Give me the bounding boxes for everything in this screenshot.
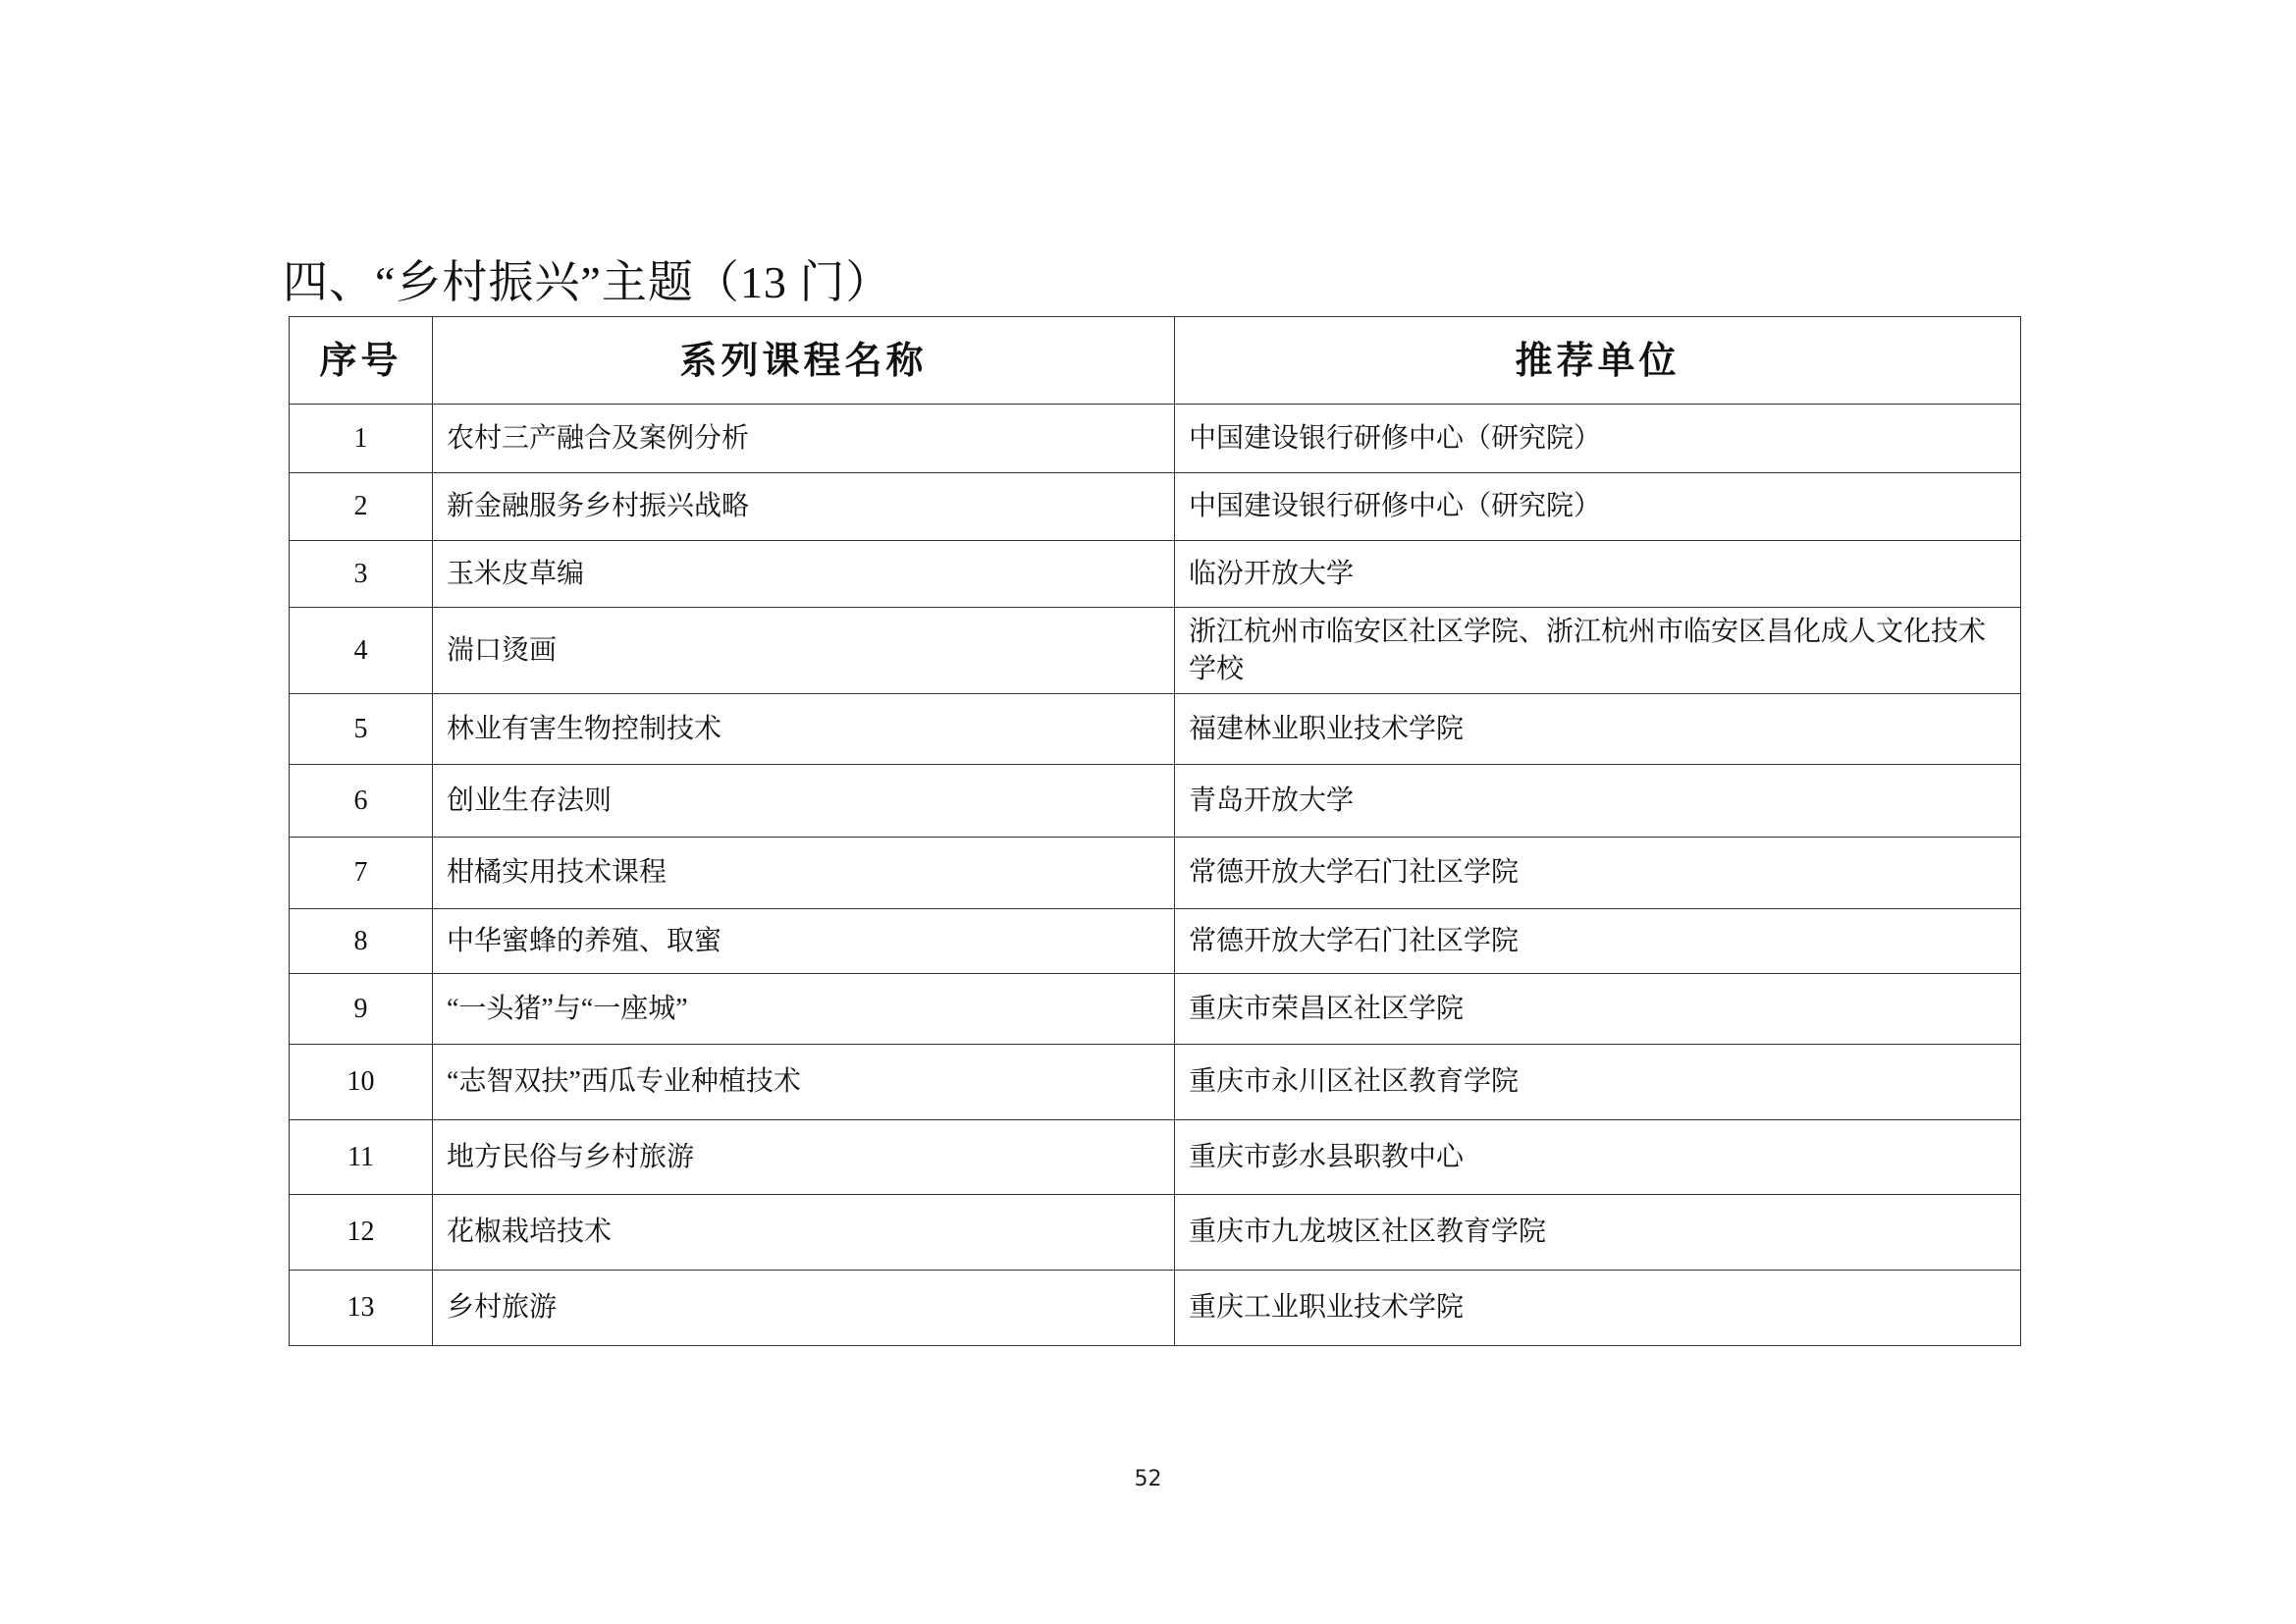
row-index: 3 [290,541,433,608]
page-number: 52 [1134,1467,1162,1491]
recommending-unit: 福建林业职业技术学院 [1175,694,2021,765]
header-recommending-unit: 推荐单位 [1175,317,2021,405]
recommending-unit: 常德开放大学石门社区学院 [1175,838,2021,909]
course-name: 玉米皮草编 [433,541,1175,608]
row-index: 4 [290,608,433,694]
recommending-unit: 中国建设银行研修中心（研究院） [1175,405,2021,473]
table-row [290,838,2021,909]
table-row [290,608,2021,694]
course-name: “一头猪”与“一座城” [433,974,1175,1045]
course-name: 地方民俗与乡村旅游 [433,1120,1175,1195]
table-row [290,765,2021,838]
table-row [290,1195,2021,1271]
row-index: 12 [290,1195,433,1271]
table-header-row [290,317,2021,405]
row-index: 13 [290,1271,433,1346]
course-name: 花椒栽培技术 [433,1195,1175,1271]
table-row [290,909,2021,974]
recommending-unit: 常德开放大学石门社区学院 [1175,909,2021,974]
recommending-unit: 中国建设银行研修中心（研究院） [1175,473,2021,541]
course-name: 中华蜜蜂的养殖、取蜜 [433,909,1175,974]
table-row [290,1120,2021,1195]
row-index: 5 [290,694,433,765]
row-index: 6 [290,765,433,838]
table-row [290,405,2021,473]
course-name: 农村三产融合及案例分析 [433,405,1175,473]
recommending-unit: 重庆市九龙坡区社区教育学院 [1175,1195,2021,1271]
recommending-unit: 重庆市荣昌区社区学院 [1175,974,2021,1045]
header-course-name: 系列课程名称 [433,317,1175,405]
table-row [290,694,2021,765]
row-index: 9 [290,974,433,1045]
row-index: 10 [290,1045,433,1120]
recommending-unit: 重庆市彭水县职教中心 [1175,1120,2021,1195]
row-index: 11 [290,1120,433,1195]
row-index: 1 [290,405,433,473]
row-index: 8 [290,909,433,974]
recommending-unit: 重庆工业职业技术学院 [1175,1271,2021,1346]
table-row [290,541,2021,608]
recommending-unit: 重庆市永川区社区教育学院 [1175,1045,2021,1120]
course-name: “志智双扶”西瓜专业种植技术 [433,1045,1175,1120]
table-row [290,974,2021,1045]
row-index: 7 [290,838,433,909]
course-name: 湍口烫画 [433,608,1175,694]
recommending-unit: 浙江杭州市临安区社区学院、浙江杭州市临安区昌化成人文化技术学校 [1175,608,2021,694]
row-index: 2 [290,473,433,541]
course-name: 新金融服务乡村振兴战略 [433,473,1175,541]
course-name: 乡村旅游 [433,1271,1175,1346]
table-row [290,473,2021,541]
course-table [289,316,2021,1346]
recommending-unit: 临汾开放大学 [1175,541,2021,608]
course-name: 创业生存法则 [433,765,1175,838]
table-row [290,1045,2021,1120]
course-name: 林业有害生物控制技术 [433,694,1175,765]
recommending-unit: 青岛开放大学 [1175,765,2021,838]
header-index: 序号 [290,317,433,405]
section-title: 四、“乡村振兴”主题（13 门） [283,257,892,307]
table-row [290,1271,2021,1346]
course-name: 柑橘实用技术课程 [433,838,1175,909]
